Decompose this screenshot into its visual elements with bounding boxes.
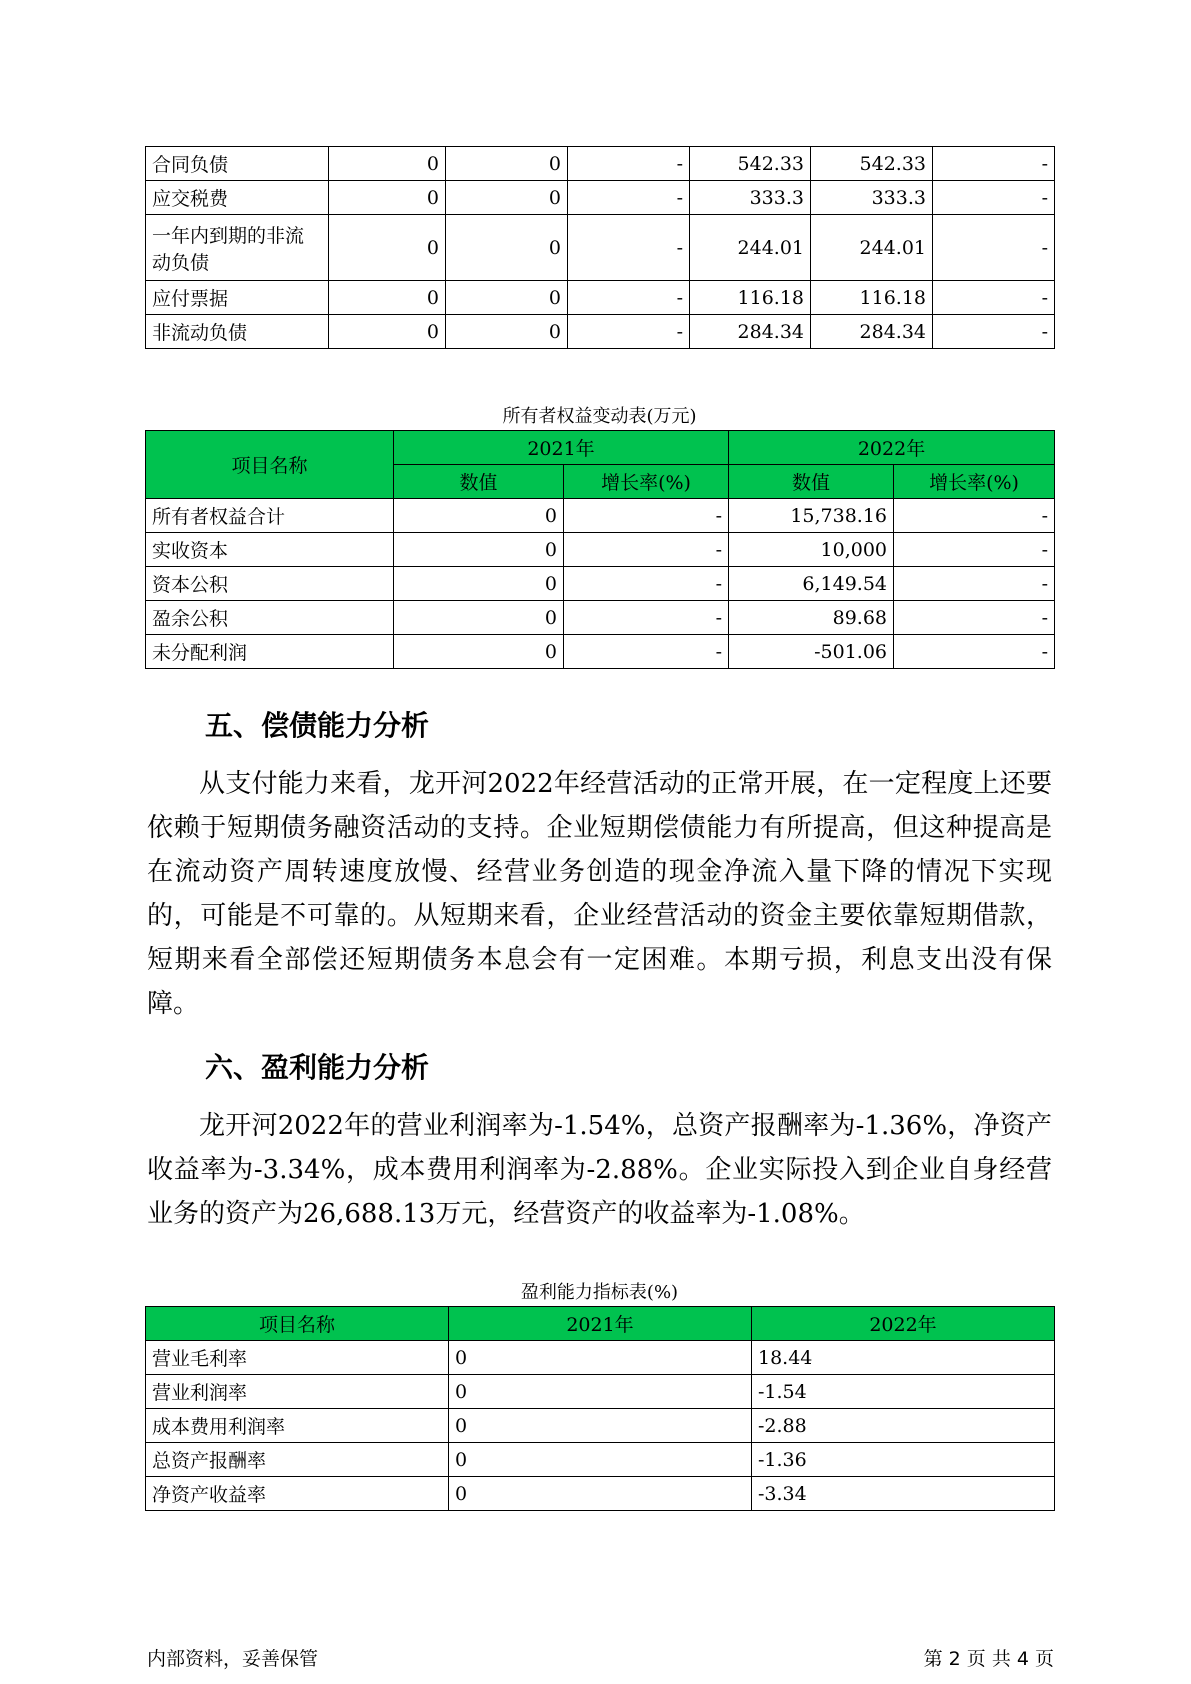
table-row bbox=[146, 601, 1055, 635]
row-name: 实收资本 bbox=[146, 533, 394, 567]
table-row bbox=[146, 181, 1055, 215]
cell-value: 244.01 bbox=[811, 215, 933, 281]
table-row bbox=[146, 567, 1055, 601]
table-row bbox=[146, 1341, 1055, 1375]
cell-value: 0 bbox=[329, 281, 446, 315]
cell-value: 542.33 bbox=[811, 147, 933, 181]
cell-growth: - bbox=[564, 533, 729, 567]
cell-value: 89.68 bbox=[729, 601, 894, 635]
row-name: 应付票据 bbox=[146, 281, 329, 315]
cell-value: 0 bbox=[394, 567, 564, 601]
cell-value: -1.36 bbox=[752, 1443, 1055, 1477]
cell-value: 333.3 bbox=[811, 181, 933, 215]
row-name: 净资产收益率 bbox=[146, 1477, 449, 1511]
profitability-table-caption: 盈利能力指标表(%) bbox=[520, 1282, 679, 1303]
cell-value: 0 bbox=[394, 499, 564, 533]
cell-growth: - bbox=[564, 499, 729, 533]
cell-value: 0 bbox=[449, 1341, 752, 1375]
cell-value: 0 bbox=[446, 215, 568, 281]
cell-value: 0 bbox=[329, 147, 446, 181]
row-name: 未分配利润 bbox=[146, 635, 394, 669]
section-heading-solvency: 五、偿债能力分析 bbox=[205, 709, 430, 742]
cell-value: 116.18 bbox=[690, 281, 811, 315]
cell-growth: - bbox=[568, 315, 690, 349]
cell-growth: - bbox=[933, 281, 1055, 315]
cell-value: 18.44 bbox=[752, 1341, 1055, 1375]
cell-growth: - bbox=[564, 635, 729, 669]
cell-growth: - bbox=[894, 601, 1055, 635]
cell-growth: - bbox=[933, 147, 1055, 181]
table-row bbox=[146, 1409, 1055, 1443]
header-row bbox=[146, 431, 1055, 465]
cell-value: -2.88 bbox=[752, 1409, 1055, 1443]
cell-value: 0 bbox=[329, 215, 446, 281]
cell-value: 6,149.54 bbox=[729, 567, 894, 601]
cell-value: 0 bbox=[449, 1443, 752, 1477]
cell-value: 0 bbox=[446, 281, 568, 315]
cell-value: 0 bbox=[329, 181, 446, 215]
equity-table bbox=[145, 430, 1055, 669]
cell-value: 0 bbox=[446, 315, 568, 349]
header-year-2022: 2022年 bbox=[752, 1307, 1055, 1341]
cell-value: 0 bbox=[394, 635, 564, 669]
cell-growth: - bbox=[568, 215, 690, 281]
footer-page-number: 第 2 页 共 4 页 bbox=[923, 1648, 1054, 1670]
cell-growth: - bbox=[894, 635, 1055, 669]
cell-value: 333.3 bbox=[690, 181, 811, 215]
header-year-2022: 2022年 bbox=[729, 431, 1055, 465]
cell-value: 0 bbox=[446, 181, 568, 215]
table-row bbox=[146, 215, 1055, 281]
cell-value: 0 bbox=[394, 533, 564, 567]
table-row bbox=[146, 315, 1055, 349]
row-name: 营业毛利率 bbox=[146, 1341, 449, 1375]
section-heading-profitability: 六、盈利能力分析 bbox=[205, 1051, 430, 1084]
header-item-name: 项目名称 bbox=[146, 1307, 449, 1341]
table-row bbox=[146, 499, 1055, 533]
cell-growth: - bbox=[564, 567, 729, 601]
cell-value: -1.54 bbox=[752, 1375, 1055, 1409]
row-name: 盈余公积 bbox=[146, 601, 394, 635]
cell-value: 0 bbox=[394, 601, 564, 635]
cell-value: 0 bbox=[446, 147, 568, 181]
cell-value: 284.34 bbox=[811, 315, 933, 349]
row-name: 总资产报酬率 bbox=[146, 1443, 449, 1477]
row-name: 合同负债 bbox=[146, 147, 329, 181]
cell-value: -501.06 bbox=[729, 635, 894, 669]
table-row bbox=[146, 147, 1055, 181]
header-row bbox=[146, 1307, 1055, 1341]
table-row bbox=[146, 281, 1055, 315]
table-row bbox=[146, 533, 1055, 567]
cell-growth: - bbox=[568, 181, 690, 215]
cell-growth: - bbox=[933, 181, 1055, 215]
liabilities-table bbox=[145, 146, 1055, 349]
profitability-table bbox=[145, 1306, 1055, 1511]
cell-value: 10,000 bbox=[729, 533, 894, 567]
cell-value: 0 bbox=[449, 1375, 752, 1409]
cell-value: 116.18 bbox=[811, 281, 933, 315]
paragraph-profitability: 龙开河2022年的营业利润率为-1.54%，总资产报酬率为-1.36%，净资产收益率为-3.34%，成本费用利润率为-2.88%。企业实际投入到企业自身经营业务的资产为26,688.13万元，经营资产的收益率为-1.08%。 bbox=[147, 1111, 1052, 1229]
cell-value: -3.34 bbox=[752, 1477, 1055, 1511]
cell-value: 0 bbox=[449, 1409, 752, 1443]
cell-growth: - bbox=[568, 147, 690, 181]
cell-value: 284.34 bbox=[690, 315, 811, 349]
cell-growth: - bbox=[933, 215, 1055, 281]
cell-value: 542.33 bbox=[690, 147, 811, 181]
row-name: 资本公积 bbox=[146, 567, 394, 601]
row-name: 应交税费 bbox=[146, 181, 329, 215]
cell-growth: - bbox=[894, 533, 1055, 567]
paragraph-solvency: 从支付能力来看，龙开河2022年经营活动的正常开展，在一定程度上还要依赖于短期债务融资活动的支持。企业短期偿债能力有所提高，但这种提高是在流动资产周转速度放慢、经营业务创造的现金净流入量下降的情况下实现的，可能是不可靠的。从短期来看，企业经营活动的资金主要依靠短期借款，短期来看全部偿还短期债务本息会有一定困难。本期亏损，利息支出没有保障。 bbox=[147, 769, 1052, 1019]
cell-growth: - bbox=[894, 567, 1055, 601]
header-year-2021: 2021年 bbox=[449, 1307, 752, 1341]
row-name: 所有者权益合计 bbox=[146, 499, 394, 533]
header-item-name: 项目名称 bbox=[146, 431, 394, 499]
table-row bbox=[146, 635, 1055, 669]
cell-value: 244.01 bbox=[690, 215, 811, 281]
row-name: 营业利润率 bbox=[146, 1375, 449, 1409]
row-name: 成本费用利润率 bbox=[146, 1409, 449, 1443]
table-row bbox=[146, 1443, 1055, 1477]
cell-growth: - bbox=[933, 315, 1055, 349]
cell-value: 0 bbox=[449, 1477, 752, 1511]
table-row bbox=[146, 1375, 1055, 1409]
header-value: 数值 bbox=[729, 465, 894, 499]
header-year-2021: 2021年 bbox=[394, 431, 729, 465]
header-growth: 增长率(%) bbox=[564, 465, 729, 499]
header-value: 数值 bbox=[394, 465, 564, 499]
equity-table-caption: 所有者权益变动表(万元) bbox=[502, 406, 697, 427]
cell-value: 15,738.16 bbox=[729, 499, 894, 533]
cell-value: 0 bbox=[329, 315, 446, 349]
table-row bbox=[146, 1477, 1055, 1511]
cell-growth: - bbox=[568, 281, 690, 315]
footer-confidential-note: 内部资料，妥善保管 bbox=[147, 1648, 319, 1670]
header-growth: 增长率(%) bbox=[894, 465, 1055, 499]
row-name: 一年内到期的非流动负债 bbox=[146, 215, 329, 281]
cell-growth: - bbox=[564, 601, 729, 635]
row-name: 非流动负债 bbox=[146, 315, 329, 349]
cell-growth: - bbox=[894, 499, 1055, 533]
